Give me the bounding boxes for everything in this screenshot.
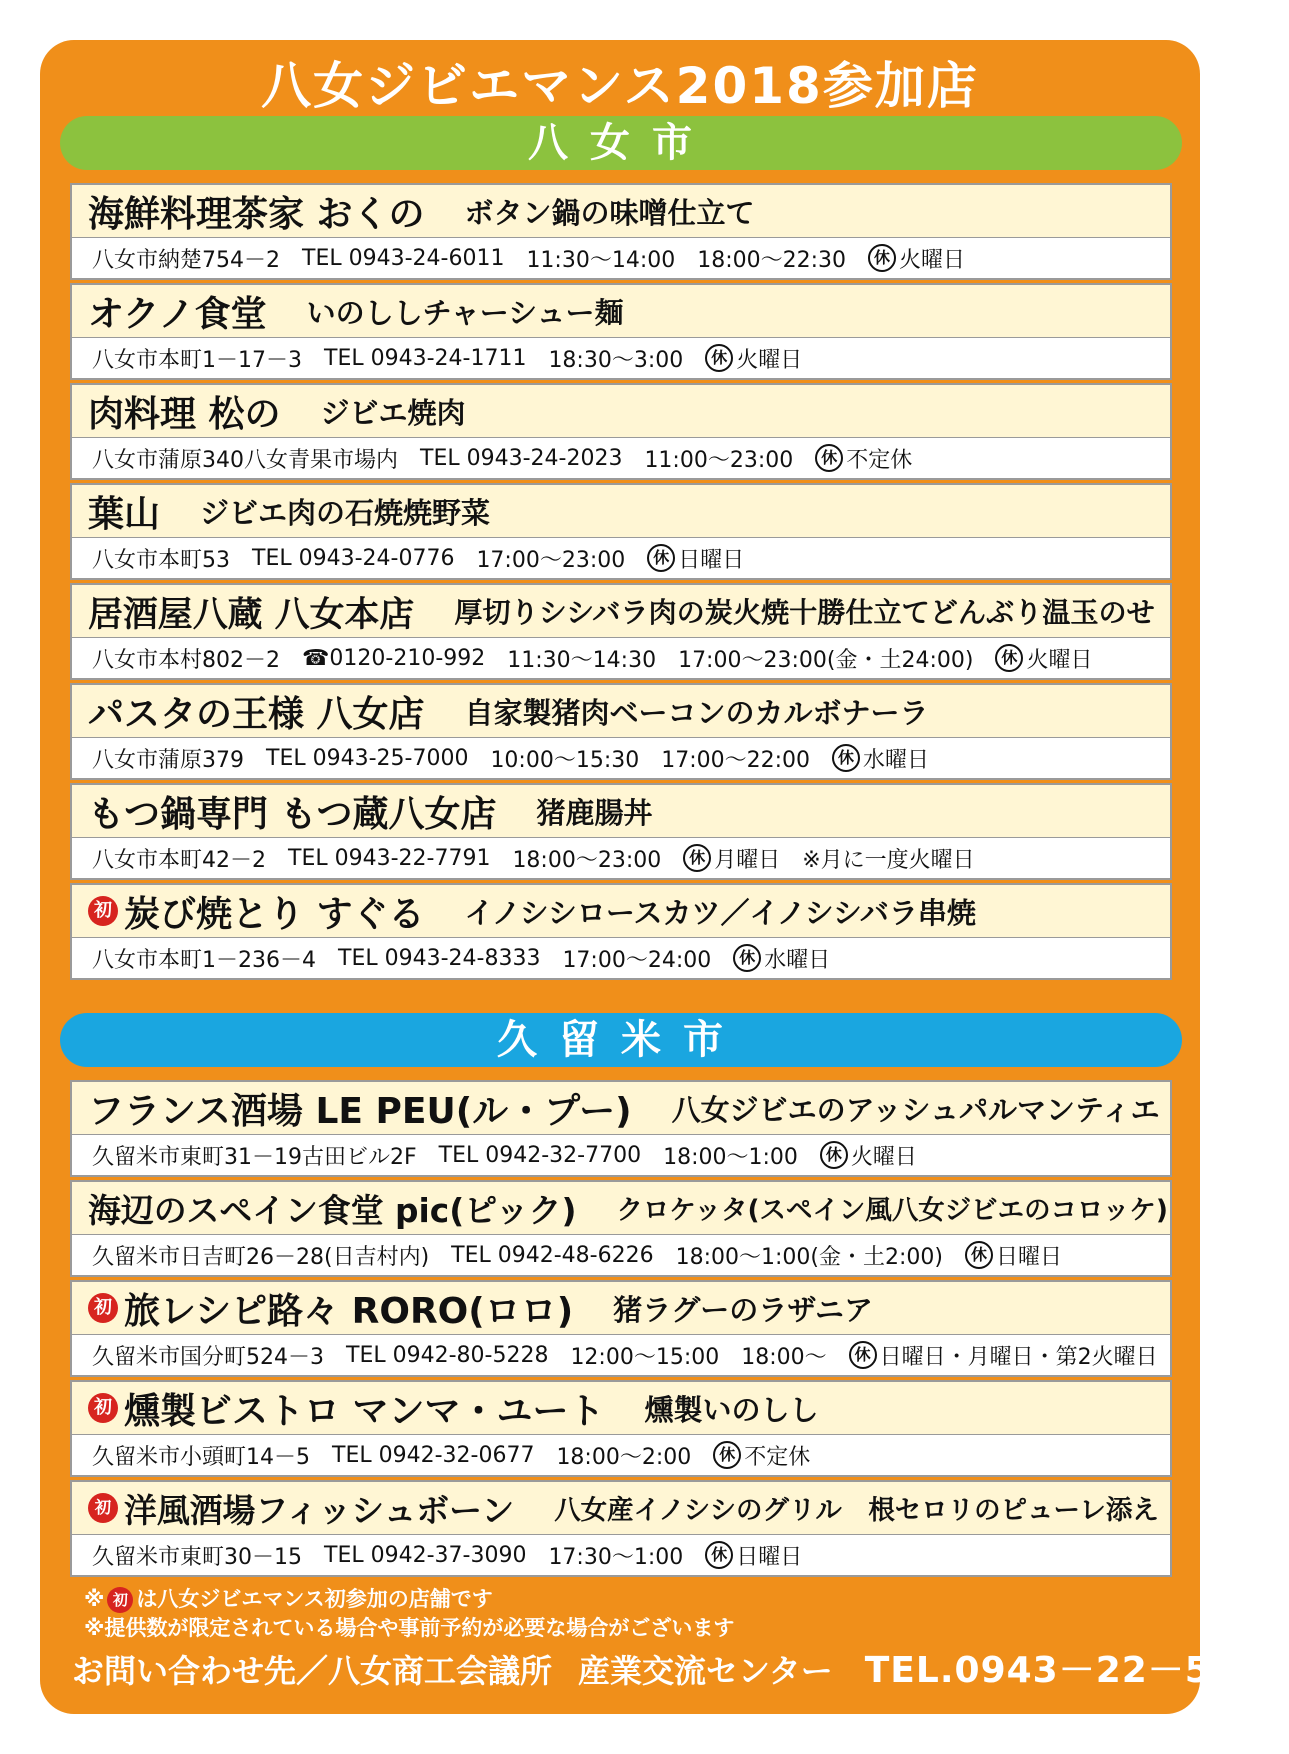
- section-header-yame: 八女市: [60, 116, 1182, 170]
- shop-info: [72, 1435, 1190, 1475]
- shop-name: 海鮮料理茶家 おくの: [88, 193, 425, 235]
- shop-dish: 厚切りシシバラ肉の炭火焼十勝仕立てどんぶり温玉のせ: [454, 596, 1155, 629]
- shop-info: [72, 1135, 1190, 1175]
- shop-address: 八女市蒲原340八女青果市場内: [92, 447, 398, 473]
- shop-dish: ジビエ焼肉: [320, 395, 466, 430]
- shop-info: [72, 238, 1190, 278]
- shop-name: もつ鍋専門 もつ蔵八女店: [88, 793, 497, 835]
- shop-tel: TEL 0943-24-8333: [338, 945, 541, 971]
- shop-hours: 11:30～14:30 17:00～23:00(金・土24:00): [507, 647, 974, 673]
- shop-hours: 17:30～1:00: [548, 1544, 684, 1570]
- shop-address: 八女市本町42－2: [92, 847, 266, 873]
- shop-closed-day: 日曜日: [678, 547, 745, 573]
- note-prefix: ※: [84, 1587, 105, 1611]
- shop-dish: ジビエ肉の石焼焼野菜: [200, 495, 491, 530]
- contact-tel: TEL.0943－22－5161: [864, 1650, 1289, 1691]
- shop-info: [72, 938, 1190, 978]
- shop-info: [72, 738, 1190, 778]
- shop-hours: 17:00～23:00: [476, 547, 626, 573]
- contact-footer: [72, 1642, 1289, 1693]
- shop-row: [70, 1480, 1172, 1577]
- shop-heading: [72, 385, 1170, 438]
- shop-address: 八女市蒲原379: [92, 747, 244, 773]
- shop-dish: 猪ラグーのラザニア: [613, 1292, 874, 1327]
- shop-dish: 八女産イノシシのグリル 根セロリのピューレ添え: [554, 1495, 1159, 1526]
- shop-tel: TEL 0943-24-0776: [252, 545, 455, 571]
- shop-name: 炭び焼とり すぐる: [124, 893, 425, 935]
- shop-heading: [72, 1182, 1170, 1235]
- shop-name: 居酒屋八蔵 八女本店: [88, 595, 415, 635]
- shop-name: 葉山: [88, 493, 161, 535]
- shop-heading: [72, 785, 1170, 838]
- page-title: 八女ジビエマンス2018参加店: [261, 57, 979, 115]
- closed-day-icon: 休: [832, 744, 860, 772]
- shop-closed-day: 不定休: [846, 447, 913, 473]
- shop-tel: TEL 0943-24-2023: [420, 445, 623, 471]
- shop-heading: [72, 585, 1170, 638]
- shop-address: 久留米市東町31－19古田ビル2F: [92, 1144, 417, 1170]
- closed-day-icon: 休: [868, 244, 896, 272]
- first-badge-icon: 初: [88, 1493, 118, 1523]
- contact-org: 産業交流センター: [578, 1652, 833, 1690]
- first-badge-icon: 初: [88, 1393, 118, 1423]
- shop-info: [72, 438, 1190, 478]
- shop-dish: クロケッタ(スペイン風八女ジビエのコロッケ): [616, 1195, 1168, 1226]
- shop-hours: 18:30～3:00: [548, 347, 684, 373]
- first-participation-note: [84, 1583, 493, 1613]
- shop-address: 久留米市国分町524－3: [92, 1344, 324, 1370]
- shop-heading: [72, 1382, 1170, 1435]
- section-header-kurume: 久留米市: [60, 1013, 1182, 1067]
- shop-heading: [72, 485, 1170, 538]
- shop-row: [70, 683, 1172, 780]
- shop-hours: 18:00～23:00: [512, 847, 662, 873]
- shop-dish: 燻製いのしし: [644, 1392, 819, 1427]
- limited-supply-note: ※提供数が限定されている場合や事前予約が必要な場合がございます: [84, 1616, 735, 1640]
- shop-address: 久留米市東町30－15: [92, 1544, 302, 1570]
- shop-closed-day: 水曜日: [764, 947, 831, 973]
- shop-hours: 18:00～2:00: [556, 1444, 692, 1470]
- shop-heading: [72, 685, 1170, 738]
- shop-row: [70, 183, 1172, 280]
- shop-heading: [72, 1082, 1170, 1135]
- shop-address: 久留米市日吉町26－28(日吉村内): [92, 1244, 430, 1270]
- shop-tel: TEL 0942-32-0677: [332, 1442, 535, 1468]
- shop-info: [72, 338, 1190, 378]
- shop-closed-day: 日曜日: [995, 1244, 1062, 1270]
- closed-day-icon: 休: [705, 344, 733, 372]
- shop-row: [70, 1080, 1172, 1177]
- shop-info: [72, 638, 1190, 678]
- shop-hours: 10:00～15:30 17:00～22:00: [490, 747, 811, 773]
- shop-tel: TEL 0943-25-7000: [266, 745, 469, 771]
- shop-row: [70, 583, 1172, 680]
- shop-closed-day: 火曜日: [899, 247, 966, 273]
- shop-heading: [72, 185, 1170, 238]
- shop-address: 八女市納楚754－2: [92, 247, 280, 273]
- first-badge-icon: 初: [107, 1587, 133, 1613]
- shop-tel: TEL 0943-24-1711: [324, 345, 527, 371]
- shop-closed-day: 月曜日 ※月に一度火曜日: [714, 847, 975, 873]
- shop-closed-day: 日曜日: [736, 1544, 803, 1570]
- shop-name: パスタの王様 八女店: [88, 693, 425, 735]
- closed-day-icon: 休: [713, 1441, 741, 1469]
- shop-hours: 18:00～1:00(金・土2:00): [675, 1244, 943, 1270]
- contact-label: お問い合わせ先／八女商工会議所: [72, 1652, 553, 1690]
- closed-day-icon: 休: [820, 1141, 848, 1169]
- shop-tel: TEL 0942-32-7700: [438, 1142, 642, 1168]
- shop-dish: 自家製猪肉ベーコンのカルボナーラ: [464, 695, 929, 730]
- shop-row: [70, 883, 1172, 980]
- note-text: は八女ジビエマンス初参加の店舗です: [136, 1587, 493, 1611]
- shop-address: 八女市本町1－17－3: [92, 347, 302, 373]
- shop-hours: 11:30～14:00 18:00～22:30: [526, 247, 847, 273]
- closed-day-icon: 休: [705, 1541, 733, 1569]
- shop-info: [72, 838, 1190, 878]
- shop-name: オクノ食堂: [88, 293, 267, 335]
- shop-heading: [72, 885, 1170, 938]
- shop-info: [72, 1535, 1190, 1575]
- shop-tel: TEL 0942-80-5228: [346, 1342, 549, 1368]
- shop-hours: 17:00～24:00: [562, 947, 712, 973]
- shop-info: [72, 1335, 1190, 1375]
- shop-address: 八女市本町53: [92, 547, 230, 573]
- shop-list-yame: [70, 183, 1172, 983]
- shop-list-kurume: [70, 1080, 1172, 1580]
- shop-hours: 18:00～1:00: [663, 1144, 798, 1170]
- closed-day-icon: 休: [965, 1241, 993, 1269]
- shop-closed-day: 不定休: [744, 1444, 811, 1470]
- shop-heading: [72, 1482, 1170, 1535]
- shop-row: [70, 1180, 1172, 1277]
- shop-dish: ボタン鍋の味噌仕立て: [464, 195, 755, 230]
- closed-day-icon: 休: [733, 944, 761, 972]
- shop-row: [70, 783, 1172, 880]
- shop-row: [70, 283, 1172, 380]
- shop-address: 八女市本町1－236－4: [92, 947, 316, 973]
- shop-name: 肉料理 松の: [88, 393, 281, 435]
- closed-day-icon: 休: [683, 844, 711, 872]
- shop-closed-day: 水曜日: [863, 747, 930, 773]
- shop-closed-day: 火曜日: [1026, 647, 1093, 673]
- shop-row: [70, 483, 1172, 580]
- shop-tel: TEL 0942-37-3090: [324, 1542, 527, 1568]
- shop-tel: TEL 0942-48-6226: [451, 1242, 654, 1268]
- first-badge-icon: 初: [88, 896, 118, 926]
- shop-closed-day: 日曜日・月曜日・第2火曜日: [879, 1344, 1158, 1370]
- shop-closed-day: 火曜日: [736, 347, 803, 373]
- closed-day-icon: 休: [647, 544, 675, 572]
- shop-closed-day: 火曜日: [850, 1144, 917, 1170]
- shop-row: [70, 1280, 1172, 1377]
- shop-heading: [72, 1282, 1170, 1335]
- shop-tel: TEL 0943-24-6011: [302, 245, 505, 271]
- shop-name: 海辺のスペイン食堂 pic(ピック): [88, 1191, 577, 1230]
- shop-hours: 11:00～23:00: [644, 447, 794, 473]
- shop-hours: 12:00～15:00 18:00～: [570, 1344, 827, 1370]
- shop-dish: いのししチャーシュー麺: [306, 295, 624, 330]
- shop-name: 洋風酒場フィッシュボーン: [124, 1491, 515, 1530]
- shop-heading: [72, 285, 1170, 338]
- shop-name: フランス酒場 LE PEU(ル・プー): [88, 1090, 632, 1132]
- shop-address: 八女市本村802－2: [92, 647, 280, 673]
- shop-row: [70, 1380, 1172, 1477]
- first-badge-icon: 初: [88, 1293, 118, 1323]
- shop-dish: イノシシロースカツ／イノシシバラ串焼: [464, 895, 976, 930]
- shop-info: [72, 538, 1190, 578]
- shop-tel: ☎0120-210-992: [302, 645, 486, 671]
- shop-tel: TEL 0943-22-7791: [288, 845, 491, 871]
- shop-row: [70, 383, 1172, 480]
- shop-name: 旅レシピ路々 RORO(ロロ): [124, 1290, 574, 1332]
- shop-dish: 八女ジビエのアッシュパルマンティエ: [671, 1092, 1160, 1127]
- closed-day-icon: 休: [849, 1341, 877, 1369]
- flyer-frame: [40, 40, 1289, 1714]
- shop-name: 燻製ビストロ マンマ・ユート: [124, 1390, 605, 1432]
- closed-day-icon: 休: [995, 644, 1023, 672]
- shop-dish: 猪鹿腸丼: [536, 795, 653, 830]
- shop-info: [72, 1235, 1190, 1275]
- closed-day-icon: 休: [815, 444, 843, 472]
- shop-address: 久留米市小頭町14－5: [92, 1444, 310, 1470]
